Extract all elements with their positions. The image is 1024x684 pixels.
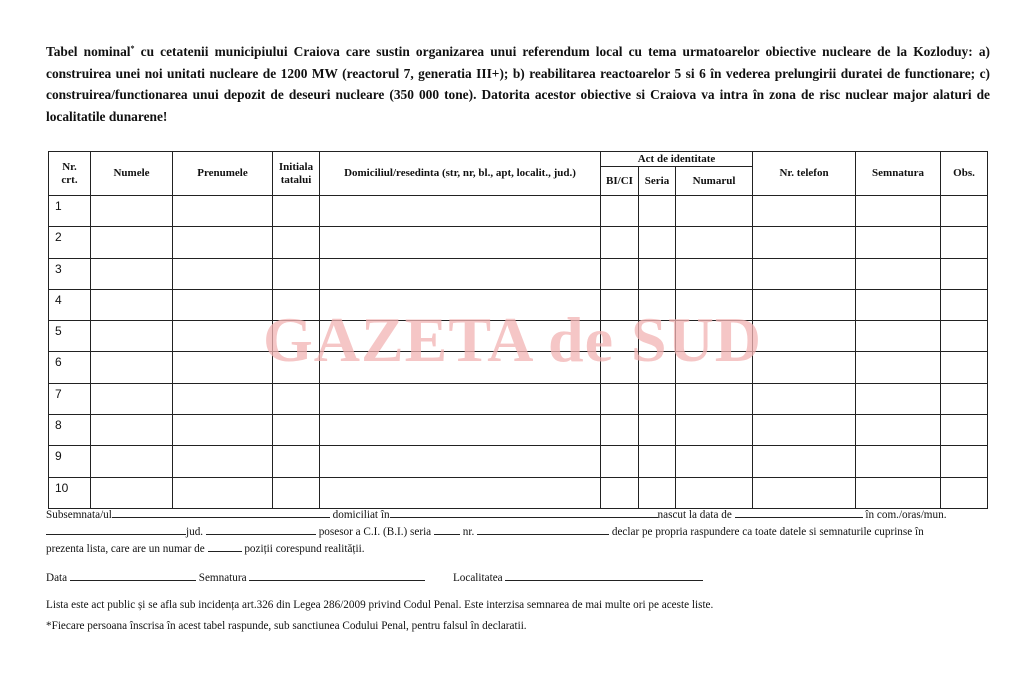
nr-label: nr. [462, 526, 475, 538]
initiala-cell[interactable] [273, 415, 320, 446]
bi-ci-cell[interactable] [601, 196, 639, 227]
prenumele-cell[interactable] [173, 352, 273, 383]
col-act-identitate: Act de identitate [601, 152, 753, 167]
prenumele-cell[interactable] [173, 289, 273, 320]
initiala-cell[interactable] [273, 227, 320, 258]
bi-ci-cell[interactable] [601, 477, 639, 508]
bi-ci-cell[interactable] [601, 258, 639, 289]
numarul-cell[interactable] [676, 446, 753, 477]
name-field[interactable] [112, 506, 330, 518]
col-numele: Numele [91, 152, 173, 196]
domiciliu-cell[interactable] [320, 477, 601, 508]
numele-cell[interactable] [91, 196, 173, 227]
table-body [49, 196, 988, 509]
title-asterisk: * [130, 44, 135, 53]
initiala-cell[interactable] [273, 477, 320, 508]
table-header [49, 152, 988, 196]
row-number: 2 [49, 227, 91, 258]
declaration-line-3 [46, 540, 365, 556]
signature-field[interactable] [249, 569, 425, 581]
table-row [49, 446, 988, 477]
numele-cell[interactable] [91, 446, 173, 477]
row-number: 3 [49, 258, 91, 289]
col-telefon: Nr. telefon [753, 152, 856, 196]
col-nr-crt: Nr. crt. [49, 152, 91, 196]
prenumele-cell[interactable] [173, 477, 273, 508]
numele-cell[interactable] [91, 352, 173, 383]
telefon-cell[interactable] [753, 415, 856, 446]
domiciliu-cell[interactable] [320, 383, 601, 414]
signature-table [48, 151, 988, 509]
semnatura-cell[interactable] [856, 196, 941, 227]
jud-label: jud. [186, 526, 204, 538]
table-row [49, 383, 988, 414]
numarul-cell[interactable] [676, 289, 753, 320]
initiala-cell[interactable] [273, 383, 320, 414]
numarul-cell[interactable] [676, 196, 753, 227]
table-row [49, 415, 988, 446]
locality-signature-field[interactable] [505, 569, 703, 581]
id-series-field[interactable] [434, 523, 460, 535]
row-number: 9 [49, 446, 91, 477]
numele-cell[interactable] [91, 383, 173, 414]
table-row [49, 477, 988, 508]
county-field[interactable] [206, 523, 316, 535]
semnatura-cell[interactable] [856, 383, 941, 414]
telefon-cell[interactable] [753, 321, 856, 352]
domiciliu-cell[interactable] [320, 289, 601, 320]
obs-cell[interactable] [941, 289, 988, 320]
numarul-cell[interactable] [676, 321, 753, 352]
bi-ci-cell[interactable] [601, 383, 639, 414]
telefon-cell[interactable] [753, 196, 856, 227]
watermark-logo: GAZETA de SUD [262, 304, 763, 375]
numarul-cell[interactable] [676, 477, 753, 508]
pozitii-label: poziții corespund realității. [244, 543, 365, 555]
row-number: 8 [49, 415, 91, 446]
telefon-cell[interactable] [753, 352, 856, 383]
initiala-cell[interactable] [273, 352, 320, 383]
prenumele-cell[interactable] [173, 415, 273, 446]
obs-cell[interactable] [941, 446, 988, 477]
numarul-cell[interactable] [676, 258, 753, 289]
numele-cell[interactable] [91, 258, 173, 289]
semnatura-cell[interactable] [856, 289, 941, 320]
row-number: 7 [49, 383, 91, 414]
domiciliu-cell[interactable] [320, 415, 601, 446]
col-obs: Obs. [941, 152, 988, 196]
initiala-cell[interactable] [273, 258, 320, 289]
semnatura-cell[interactable] [856, 321, 941, 352]
obs-cell[interactable] [941, 383, 988, 414]
seria-cell[interactable] [639, 321, 676, 352]
col-numarul: Numarul [676, 167, 753, 196]
initiala-cell[interactable] [273, 196, 320, 227]
locality-field[interactable] [46, 523, 186, 535]
obs-cell[interactable] [941, 227, 988, 258]
initiala-cell[interactable] [273, 446, 320, 477]
col-prenumele: Prenumele [173, 152, 273, 196]
seria-cell[interactable] [639, 477, 676, 508]
domiciliu-cell[interactable] [320, 196, 601, 227]
obs-cell[interactable] [941, 415, 988, 446]
numarul-cell[interactable] [676, 415, 753, 446]
prenumele-cell[interactable] [173, 227, 273, 258]
bi-ci-cell[interactable] [601, 352, 639, 383]
legal-notice: Lista este act public și se afla sub incidența art.326 din Legea 286/2009 privind Codul Penal. Este interzisa semnarea de mai multe ori pe aceste liste. [46, 599, 714, 611]
positions-count-field[interactable] [208, 540, 242, 552]
domiciliu-cell[interactable] [320, 227, 601, 258]
semnatura-cell[interactable] [856, 352, 941, 383]
bi-ci-cell[interactable] [601, 289, 639, 320]
localitatea-label: Localitatea [452, 572, 503, 584]
seria-cell[interactable] [639, 196, 676, 227]
prezenta-label: prezenta lista, care are un numar de [46, 543, 205, 555]
col-seria: Seria [639, 167, 676, 196]
domiciliu-cell[interactable] [320, 321, 601, 352]
table-row [49, 352, 988, 383]
numarul-cell[interactable] [676, 352, 753, 383]
telefon-cell[interactable] [753, 477, 856, 508]
seria-cell[interactable] [639, 383, 676, 414]
numarul-cell[interactable] [676, 383, 753, 414]
semnatura-label: Semnatura [198, 572, 247, 584]
table-row [49, 289, 988, 320]
obs-cell[interactable] [941, 477, 988, 508]
semnatura-cell[interactable] [856, 227, 941, 258]
seria-cell[interactable] [639, 289, 676, 320]
row-number: 4 [49, 289, 91, 320]
bi-ci-cell[interactable] [601, 321, 639, 352]
declaration-line-1 [46, 506, 947, 522]
nascut-label: nascut la data de [657, 509, 732, 521]
domiciliu-cell[interactable] [320, 446, 601, 477]
table-row [49, 227, 988, 258]
obs-cell[interactable] [941, 321, 988, 352]
declar-label: declar pe propria raspundere ca toate datele si semnaturile cuprinse în [611, 526, 924, 538]
numele-cell[interactable] [91, 415, 173, 446]
prenumele-cell[interactable] [173, 383, 273, 414]
col-domiciliu: Domiciliul/resedinta (str, nr, bl., apt, localit., jud.) [320, 152, 601, 196]
col-bi-ci: BI/CI [601, 167, 639, 196]
telefon-cell[interactable] [753, 258, 856, 289]
seria-cell[interactable] [639, 415, 676, 446]
prenumele-cell[interactable] [173, 258, 273, 289]
footnote: *Fiecare persoana înscrisa în acest tabel raspunde, sub sanctiunea Codului Penal, pentru falsul în declaratii. [46, 620, 527, 632]
telefon-cell[interactable] [753, 383, 856, 414]
numarul-cell[interactable] [676, 227, 753, 258]
seria-cell[interactable] [639, 352, 676, 383]
semnatura-cell[interactable] [856, 446, 941, 477]
col-semnatura: Semnatura [856, 152, 941, 196]
semnatura-cell[interactable] [856, 258, 941, 289]
row-number: 10 [49, 477, 91, 508]
obs-cell[interactable] [941, 196, 988, 227]
numele-cell[interactable] [91, 289, 173, 320]
table-row [49, 258, 988, 289]
telefon-cell[interactable] [753, 289, 856, 320]
semnatura-cell[interactable] [856, 477, 941, 508]
numele-cell[interactable] [91, 227, 173, 258]
table-row [49, 321, 988, 352]
row-number: 6 [49, 352, 91, 383]
seria-cell[interactable] [639, 258, 676, 289]
obs-cell[interactable] [941, 258, 988, 289]
domiciliu-cell[interactable] [320, 258, 601, 289]
domiciliu-cell[interactable] [320, 352, 601, 383]
obs-cell[interactable] [941, 352, 988, 383]
address-field[interactable] [390, 506, 658, 518]
seria-cell[interactable] [639, 446, 676, 477]
prenumele-cell[interactable] [173, 196, 273, 227]
date-field[interactable] [70, 569, 196, 581]
bi-ci-cell[interactable] [601, 227, 639, 258]
title-text: cu cetatenii municipiului Craiova care sustin organizarea unui referendum local cu tema urmatoarelor obiective nucleare de la Kozloduy: a) construirea unei noi unitati nucleare de 1200 MW (reactorul 7, generatia III+); b) reabilitarea reactoarelor 5 si 6 în vederea prelungirii duratei de functionare; c) construirea/functionarea unui depozit de deseuri nucleare (350 000 tone). Datorita acestor obiective si Craiova va intra în zona de risc nuclear major alaturi de localitatile dunarene! [46, 44, 990, 124]
bi-ci-cell[interactable] [601, 415, 639, 446]
declaration-line-2 [46, 523, 924, 539]
signature-line [46, 569, 703, 585]
data-label: Data [46, 572, 68, 584]
seria-cell[interactable] [639, 227, 676, 258]
telefon-cell[interactable] [753, 227, 856, 258]
domiciliat-label: domiciliat în [332, 509, 390, 521]
title-lead: Tabel nominal [46, 44, 131, 59]
id-number-field[interactable] [477, 523, 609, 535]
table-row [49, 196, 988, 227]
initiala-cell[interactable] [273, 321, 320, 352]
col-initiala-tatalui: Initiala tatalui [273, 152, 320, 196]
initiala-cell[interactable] [273, 289, 320, 320]
posesor-label: posesor a C.I. (B.I.) seria [318, 526, 432, 538]
telefon-cell[interactable] [753, 446, 856, 477]
in-com-label: în com./oras/mun. [865, 509, 947, 521]
semnatura-cell[interactable] [856, 415, 941, 446]
bi-ci-cell[interactable] [601, 446, 639, 477]
document-title [46, 41, 990, 127]
birthdate-field[interactable] [735, 506, 863, 518]
numele-cell[interactable] [91, 477, 173, 508]
prenumele-cell[interactable] [173, 321, 273, 352]
subsemnatul-label: Subsemnata/ul [46, 509, 112, 521]
row-number: 1 [49, 196, 91, 227]
numele-cell[interactable] [91, 321, 173, 352]
row-number: 5 [49, 321, 91, 352]
prenumele-cell[interactable] [173, 446, 273, 477]
